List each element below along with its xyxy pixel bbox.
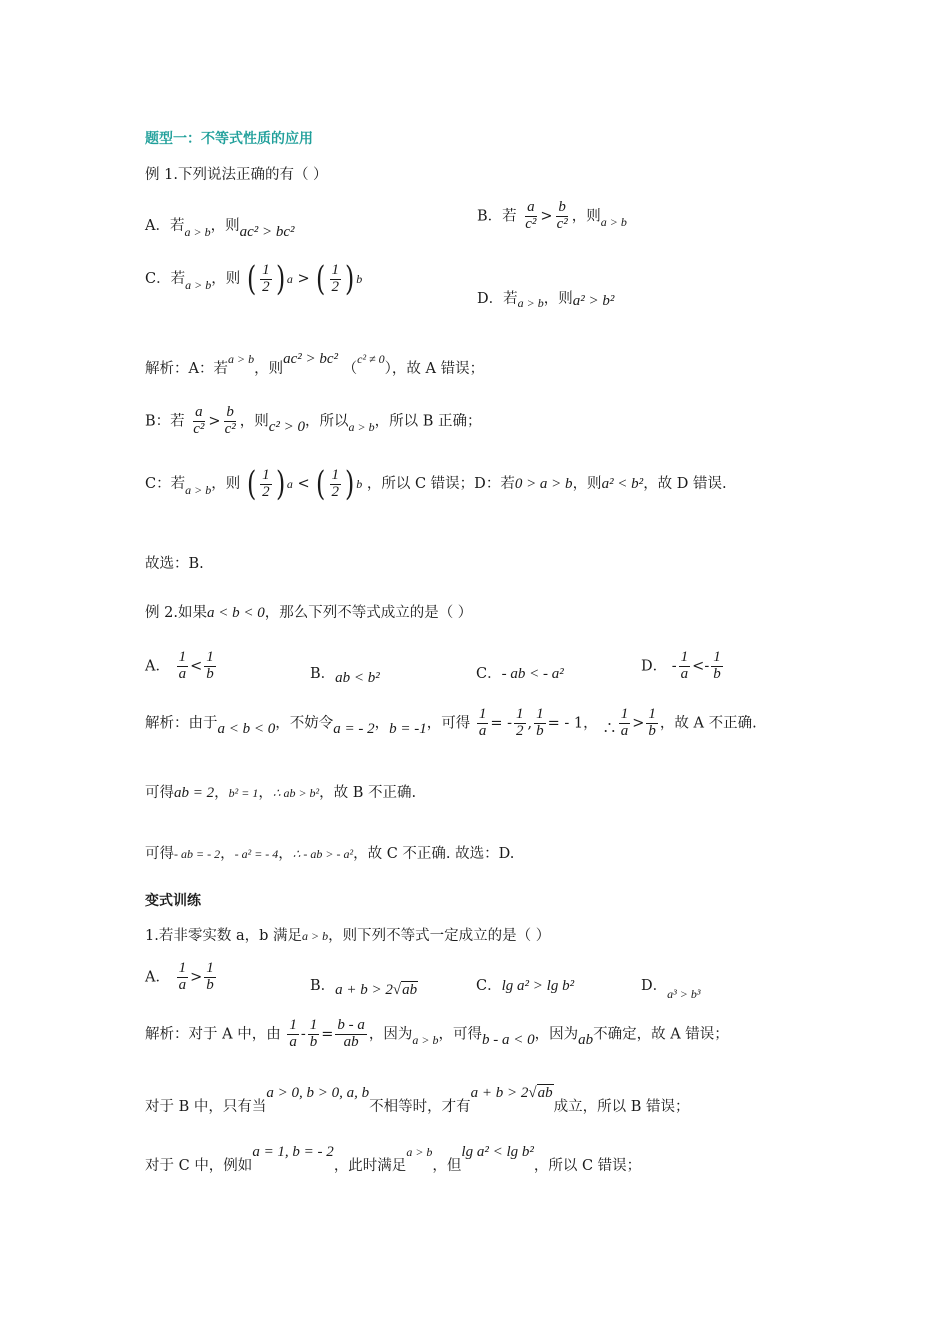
exercise1-option-a: A． $\frac{1}{a}$ > $\frac{1}{b}$ xyxy=(145,960,214,993)
example2-solution-line2: 可得ab = 2，b² = 1，∴ ab > b²，故 B 不正确. xyxy=(145,785,417,801)
example1-solution-line1: 解析：A：若a > b，则ac² > bc² （c² ≠ 0），故 A 错误； xyxy=(145,351,485,377)
exercise1-option-d: D．$_{a^3 > b^3}$ xyxy=(641,978,701,1001)
exercise1-option-c: C．lg a² > lg b² xyxy=(476,978,575,994)
example2-solution-line3: 可得- ab = - 2，- a² = - 4，∴ - ab > - a²，故 C 不正确. 故选：D. xyxy=(145,846,515,862)
example1-option-d: D．若$_{a > b}$，则a² > b² xyxy=(477,291,615,310)
example1-option-c: C．若$_{a > b}$，则 ( $\frac{1}{2}$ ) a > ( $\frac{1}{2}$ ) b xyxy=(145,259,363,299)
exercise1-title: 1.若非零实数 a，b 满足a > b，则下列不等式一定成立的是（ ） xyxy=(145,928,551,944)
example2-option-a: A． $\frac{1}{a}$ < $\frac{1}{b}$ xyxy=(145,649,214,682)
example1-solution-line3: C：若$_{a > b}$，则 ( $\frac{1}{2}$ ) a < ( $\frac{1}{2}$ ) b ，所以 C 错误；D：若0 > a > b，则a² < b²，故 D 错误. xyxy=(145,464,727,504)
example1-answer: 故选：B. xyxy=(145,556,204,572)
exercise1-solution-line1: 解析：对于 A 中，由 $\frac{1}{a}$ - $\frac{1}{b}$ = $\frac{b - a}{ab}$ ，因为$_{a > b}$，可得b - a < 0，因为ab不确定，故 A 错误； xyxy=(145,1017,729,1050)
example2-option-c: C．- ab < - a² xyxy=(476,666,564,682)
example1-title: 例 1.下列说法正确的有（ ） xyxy=(145,167,328,183)
example1-option-a: A．若$_{a > b}$，则ac² > bc² xyxy=(145,218,295,240)
section-heading: 题型一：不等式性质的应用 xyxy=(145,131,313,147)
training-heading: 变式训练 xyxy=(145,893,201,909)
example2-solution-line1: 解析：由于a < b < 0，不妨令a = - 2，b = -1，可得 $\frac{1}{a}$ = - $\frac{1}{2}$ , $\frac{1}{b}$ = - 1， ∴ $\frac{1}{a}$ > $\frac{1}{b}$ ，故 A 不正确. xyxy=(145,706,757,739)
example2-title: 例 2.如果a < b < 0，那么下列不等式成立的是（ ） xyxy=(145,605,473,621)
example1-solution-line2: B：若 $\frac{a}{\text{c²}}$ > $\frac{b}{\text{c²}}$ ，则c² > 0，所以$_{a > b}$，所以 B 正确； xyxy=(145,404,482,437)
exercise1-solution-line2: 对于 B 中，只有当a > 0, b > 0, a, b不相等时，才有a + b > 2√ab成立，所以 B 错误； xyxy=(145,1085,690,1115)
example1-option-b: B．若 $\frac{a}{\text{c²}}$ > $\frac{b}{\text{c²}}$ ，则$_{a > b}$ xyxy=(477,199,627,232)
example2-option-b: B．ab < b² xyxy=(310,666,380,686)
exercise1-solution-line3: 对于 C 中，例如a = 1, b = - 2，此时满足a > b，但lg a² < lg b²，所以 C 错误； xyxy=(145,1144,642,1174)
exercise1-option-b: B．a + b > 2√ab xyxy=(310,978,418,998)
example2-option-d: D． - $\frac{1}{a}$ <- $\frac{1}{b}$ xyxy=(641,649,721,682)
